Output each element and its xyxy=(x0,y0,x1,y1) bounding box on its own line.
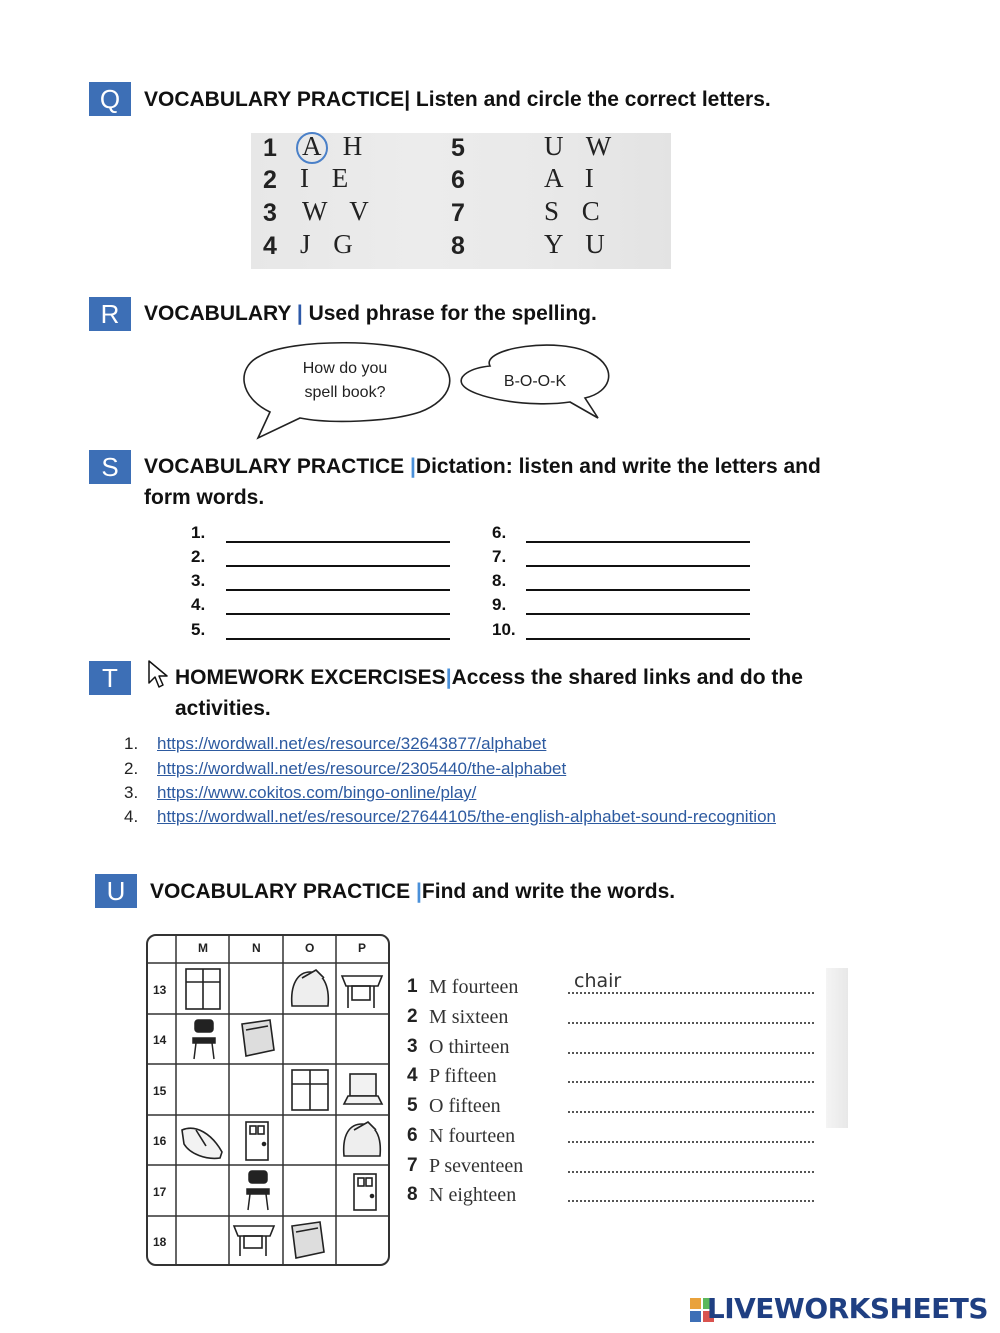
section-q-instruction: Listen and circle the correct letters. xyxy=(410,88,771,111)
clue-answer-field[interactable] xyxy=(568,1111,814,1113)
section-q-heading xyxy=(144,84,771,115)
section-q-title: VOCABULARY PRACTICE xyxy=(144,88,405,111)
clue-number: 4 xyxy=(407,1065,418,1086)
section-t-title: HOMEWORK EXCERCISES xyxy=(175,666,446,689)
homework-link[interactable]: https://www.cokitos.com/bingo-online/play/ xyxy=(157,783,477,802)
homework-link[interactable]: https://wordwall.net/es/resource/2305440/the-alphabet xyxy=(157,759,567,778)
door-icon xyxy=(246,1122,268,1160)
clue-number: 3 xyxy=(407,1036,418,1057)
dictation-number: 4. xyxy=(191,595,206,614)
clue-text: M sixteen xyxy=(429,1006,509,1028)
clue-text: P seventeen xyxy=(429,1155,524,1177)
dictation-number: 3. xyxy=(191,571,206,590)
clue-text: O thirteen xyxy=(429,1036,510,1058)
dictation-answer-line[interactable] xyxy=(526,565,750,567)
section-u-title: VOCABULARY PRACTICE xyxy=(150,880,417,903)
clue-text: N eighteen xyxy=(429,1184,517,1206)
section-s-instruction-cont: form words. xyxy=(144,486,265,509)
dictation-number: 5. xyxy=(191,620,206,639)
grid-column-label: M xyxy=(198,941,208,955)
letter-item-letters[interactable]: S C xyxy=(544,196,608,226)
dictation-answer-line[interactable] xyxy=(226,541,450,543)
liveworksheets-logo[interactable]: LIVEWORKSHEETS xyxy=(706,1292,988,1325)
clue-answer-field[interactable] xyxy=(568,1052,814,1054)
dictation-number: 1. xyxy=(191,523,206,542)
section-q-separator: | xyxy=(404,88,411,111)
section-t-instruction-cont: activities. xyxy=(175,697,271,720)
clue-number: 5 xyxy=(407,1095,418,1116)
dictation-answer-line[interactable] xyxy=(526,613,750,615)
dictation-number: 6. xyxy=(492,523,507,542)
pencil-case-icon xyxy=(182,1128,222,1158)
grid-row-label: 18 xyxy=(153,1235,167,1249)
window-icon xyxy=(292,1070,328,1110)
dictation-answer-line[interactable] xyxy=(226,589,450,591)
dictation-answer-line[interactable] xyxy=(226,565,450,567)
question-bubble-text xyxy=(270,357,420,405)
letter-item-number: 5 xyxy=(451,134,465,162)
letter-item-number: 3 xyxy=(263,199,277,227)
letter-item-letters[interactable]: A H xyxy=(302,131,371,161)
homework-link[interactable]: https://wordwall.net/es/resource/27644105/the-english-alphabet-sound-recognition xyxy=(157,807,776,826)
dictation-number: 7. xyxy=(492,547,507,566)
section-s-instruction: Dictation: listen and write the letters and xyxy=(415,455,821,478)
grid-column-label: N xyxy=(252,941,261,955)
grid-row-label: 13 xyxy=(153,983,167,997)
letter-item-number: 8 xyxy=(451,232,465,260)
letter-item-letters[interactable]: Y U xyxy=(544,229,613,259)
section-u-heading xyxy=(150,876,675,907)
dictation-answer-line[interactable] xyxy=(526,541,750,543)
letter-item-letters[interactable]: W V xyxy=(302,196,377,226)
section-s-badge: S xyxy=(89,450,131,484)
clue-answer-field[interactable] xyxy=(568,1022,814,1024)
grid-row-label: 16 xyxy=(153,1134,167,1148)
letter-item-number: 4 xyxy=(263,232,277,260)
clue-answer-field[interactable] xyxy=(568,1200,814,1202)
letter-item-letters[interactable]: I E xyxy=(300,163,357,193)
clue-number: 6 xyxy=(407,1125,418,1146)
clue-answer-field[interactable] xyxy=(568,1141,814,1143)
clue-answer-field[interactable] xyxy=(568,1171,814,1173)
section-r-instruction: Used phrase for the spelling. xyxy=(302,302,597,325)
section-r-heading xyxy=(144,298,597,329)
cursor-icon xyxy=(147,659,169,691)
letter-item-number: 2 xyxy=(263,166,277,194)
section-r-title: VOCABULARY xyxy=(144,302,297,325)
section-u-instruction: Find and write the words. xyxy=(421,880,676,903)
desk-icon xyxy=(234,1226,274,1256)
letter-item-letters[interactable]: J G xyxy=(300,229,361,259)
dictation-number: 8. xyxy=(492,571,507,590)
clue-number: 7 xyxy=(407,1155,418,1176)
letter-item-letters[interactable]: U W xyxy=(544,131,620,161)
schoolbag-icon xyxy=(344,1122,381,1156)
link-number: 3. xyxy=(124,783,139,802)
laptop-icon xyxy=(344,1074,382,1104)
dictation-answer-line[interactable] xyxy=(226,613,450,615)
clue-answer-field[interactable] xyxy=(568,992,814,994)
clue-text: P fifteen xyxy=(429,1065,497,1087)
section-u-separator: | xyxy=(416,880,422,903)
window-icon xyxy=(186,969,220,1009)
clue-example-answer: chair xyxy=(574,970,622,992)
dictation-number: 9. xyxy=(492,595,507,614)
clue-text: M fourteen xyxy=(429,976,519,998)
grid-row-label: 17 xyxy=(153,1185,167,1199)
grid-column-label: P xyxy=(358,941,367,955)
door-icon xyxy=(354,1174,376,1210)
clue-answer-field[interactable] xyxy=(568,1081,814,1083)
object-grid-lines xyxy=(146,934,390,1266)
chair-icon xyxy=(193,1020,215,1059)
section-t-badge: T xyxy=(89,661,131,695)
link-number: 4. xyxy=(124,807,139,826)
letter-item-number: 6 xyxy=(451,166,465,194)
section-t-instruction: Access the shared links and do the xyxy=(451,666,803,689)
scan-shadow xyxy=(826,968,848,1128)
answer-bubble-text: B-O-O-K xyxy=(503,373,567,390)
chair-icon xyxy=(247,1171,269,1210)
clue-number: 1 xyxy=(407,976,418,997)
grid-row-label: 15 xyxy=(153,1084,167,1098)
clue-number: 8 xyxy=(407,1184,418,1205)
book-icon xyxy=(242,1020,274,1056)
homework-link[interactable]: https://wordwall.net/es/resource/32643877/alphabet xyxy=(157,734,547,753)
dictation-answer-line[interactable] xyxy=(526,589,750,591)
letter-item-number: 1 xyxy=(263,134,277,162)
desk-icon xyxy=(342,976,382,1008)
letter-item-number: 7 xyxy=(451,199,465,227)
section-s-heading xyxy=(144,451,884,513)
dictation-number: 10. xyxy=(492,620,516,639)
grid-column-label: O xyxy=(305,941,315,955)
question-line-2: spell book? xyxy=(304,384,386,401)
clue-text: O fifteen xyxy=(429,1095,501,1117)
schoolbag-icon xyxy=(292,970,329,1006)
dictation-number: 2. xyxy=(191,547,206,566)
letter-item-letters[interactable]: A I xyxy=(544,163,602,193)
example-circle-mark xyxy=(296,132,328,164)
clue-number: 2 xyxy=(407,1006,418,1027)
section-t-heading xyxy=(175,662,895,724)
section-r-separator: | xyxy=(296,302,303,325)
grid-row-label: 14 xyxy=(153,1033,167,1047)
section-q-badge: Q xyxy=(89,82,131,116)
dictation-answer-line[interactable] xyxy=(526,638,750,640)
section-s-title: VOCABULARY PRACTICE xyxy=(144,455,411,478)
section-u-badge: U xyxy=(95,874,137,908)
link-number: 1. xyxy=(124,734,139,753)
book-icon xyxy=(292,1222,324,1258)
question-line-1: How do you xyxy=(302,360,388,377)
clue-text: N fourteen xyxy=(429,1125,516,1147)
section-s-separator: | xyxy=(410,455,416,478)
section-r-badge: R xyxy=(89,297,131,331)
section-t-separator: | xyxy=(445,666,452,689)
link-number: 2. xyxy=(124,759,139,778)
dictation-answer-line[interactable] xyxy=(226,638,450,640)
